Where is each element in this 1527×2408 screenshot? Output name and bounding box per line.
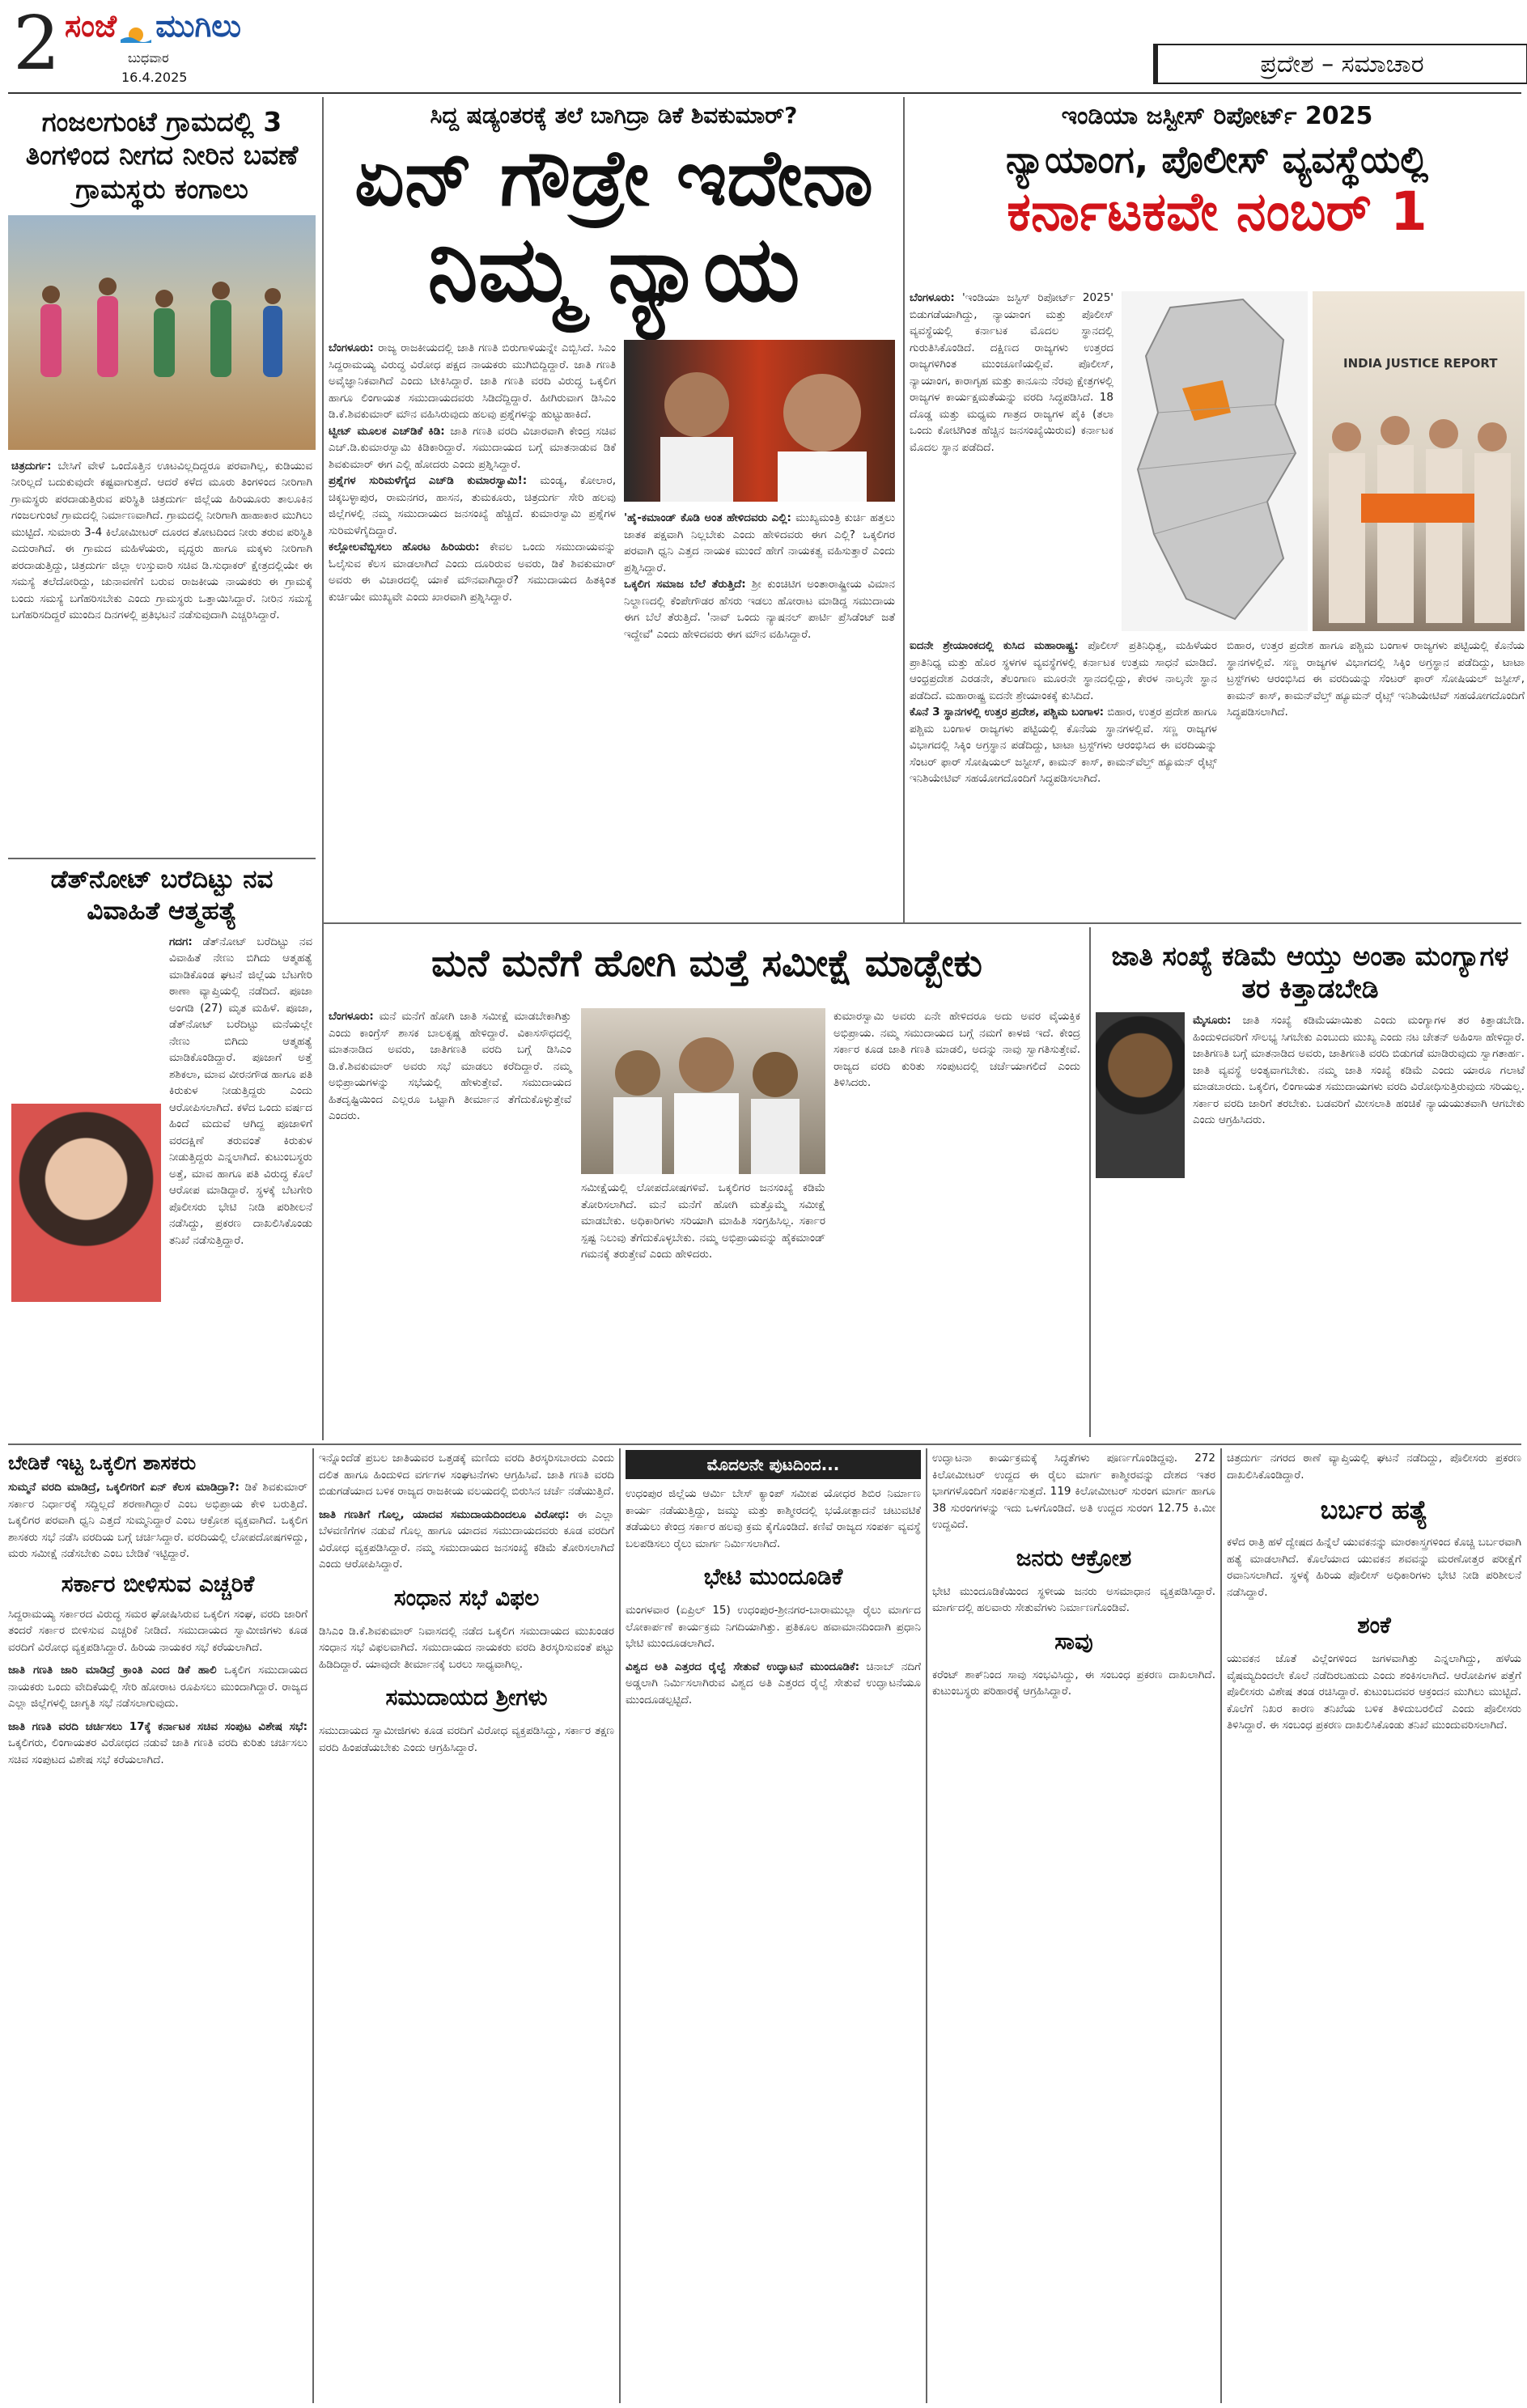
rulers-story [8,1450,308,2401]
dowry-dateline: ಗದಗ: [169,935,193,948]
report-launch-photo [1313,291,1525,631]
gowda-col1c: ಮಂಡ್ಯ, ಕೋಲಾರ, ಚಿಕ್ಕಬಳ್ಳಾಪುರ, ರಾಮನಗರ, ಹಾಸನ, ತುಮಕೂರು, ಚಿತ್ರದುರ್ಗ ಸೇರಿ ಹಲವು ಜಿಲ್ಲೆಗಳಲ್ಲಿ ನಮ್ಮ ಸಮುದಾಯದ ಜನಸಂಖ್ಯೆ ಹೆಚ್ಚಿದೆ. ಕುಮಾರಸ್ವಾಮಿ ಪ್ರಶ್ನೆಗಳ ಸುರಿಮಳೆಗೈದಿದ್ದಾರೆ. [329,474,616,537]
water-headline: ಗಂಜಲಗುಂಟೆ ಗ್ರಾಮದಲ್ಲಿ 3 ತಿಂಗಳಿಂದ ನೀಗದ ನೀರಿನ ಬವಣೆ ಗ್ರಾಮಸ್ಥರು ಕಂಗಾಲು [25,106,299,205]
kashmir-body2: ಭೇಟಿ ಮುಂದೂಡಿಕೆಯಿಂದ ಸ್ಥಳೀಯ ಜನರು ಅಸಮಾಧಾನ ವ್ಯಕ್ತಪಡಿಸಿದ್ದಾರೆ. ಮಾರ್ಗದಲ್ಲಿ ಹಲವಾರು ಸೇತುವೆಗಳು ನಿರ್ಮಾಣಗೊಂಡಿವೆ. [932,1584,1215,1615]
rulers-sub3: ಜಾತಿ ಗಣತಿ ವರದಿ ಚರ್ಚಿಸಲು 17ಕ್ಕೆ ಕರ್ನಾಟಕ ಸಚಿವ ಸಂಪುಟ ವಿಶೇಷ ಸಭೆ: [8,1719,308,1733]
lower-divider [8,1444,1521,1445]
water-photo [8,215,316,450]
gowda-sub2: ಪ್ರಶ್ನೆಗಳ ಸುರಿಮಳೆಗೈದ ಎಚ್‌ಡಿ ಕುಮಾರಸ್ವಾಮಿ!: [329,474,528,488]
rulers-lead: ಸುಮ್ಮನೆ ವರದಿ ಮಾಡಿದ್ರೆ, ಒಕ್ಕಲಿಗರಿಗೆ ಏನ್ ಕೆಲಸ ಮಾಡಿದ್ರಾ?: [8,1481,240,1494]
justice-dateline: ಬೆಂಗಳೂರು: [910,291,955,304]
rulers-body2: ಸಿದ್ದರಾಮಯ್ಯ ಸರ್ಕಾರದ ವಿರುದ್ಧ ಸಮರ ಘೋಷಿಸಿರುವ ಒಕ್ಕಲಿಗ ಸಂಘ, ವರದಿ ಜಾರಿಗೆ ತಂದರೆ ಸರ್ಕಾರ ಬೀಳಿಸುವ ಎಚ್ಚರಿಕೆ ನೀಡಿದೆ. ಸಮುದಾಯದ ಸ್ವಾಮೀಜಿಗಳು ಕೂಡ ವರದಿಗೆ ವಿರೋಧ ವ್ಯಕ್ತಪಡಿಸಿದ್ದಾರೆ. ಹಿರಿಯ ನಾಯಕರ ಸಭೆ ಕರೆಯಲಾಗಿದೆ. [8,1607,308,1654]
gowda-sub3: ಕಲ್ಲೋಲವೆಬ್ಬಿಸಲು ಹೊರಟ ಹಿರಿಯರು: [329,541,480,554]
front-body1: ಉಧಂಪುರ ಜಿಲ್ಲೆಯ ಆರ್ಮಿ ಬೇಸ್ ಕ್ಯಾಂಪ್ ಸಮೀಪ ಯೋಧರ ಶಿಬಿರ ನಿರ್ಮಾಣ ಕಾರ್ಯ ನಡೆಯುತ್ತಿದ್ದು, ಜಮ್ಮು ಮತ್ತು ಕಾಶ್ಮೀರದಲ್ಲಿ ಭಯೋತ್ಪಾದನೆ ಚಟುವಟಿಕೆ ತಡೆಯಲು ಕೇಂದ್ರ ಸರ್ಕಾರ ಹಲವು ಕ್ರಮ ಕೈಗೊಂಡಿದೆ. ಕಣಿವೆ ರಾಜ್ಯದ ಸಂಪರ್ಕ ವ್ಯವಸ್ಥೆ ಬಲಪಡಿಸಲು ರೈಲು ಮಾರ್ಗ ನಿರ್ಮಿಸಲಾಗಿದೆ. [626,1487,921,1550]
caste-body: ಜಾತಿ ಸಂಖ್ಯೆ ಕಡಿಮೆಯಾಯಿತು ಎಂದು ಮಂಗ್ಯಾಗಳ ತರ ಕಿತ್ತಾಡಬೇಡಿ. ಹಿಂದುಳಿದವರಿಗೆ ಸೌಲಭ್ಯ ಸಿಗಬೇಕು ಎಂಬುದು ಮುಖ್ಯ ಎಂದು ನಟ ಚೇತನ್ ಅಹಿಂಸಾ ಹೇಳಿದ್ದಾರೆ. ಜಾತಿಗಣತಿ ಬಗ್ಗೆ ಮಾತನಾಡಿದ ಅವರು, ಜಾತಿಗಣತಿ ವರದಿ ಬಿಡುಗಡೆ ಮಾಡಿರುವುದು ಸ್ವಾಗತಾರ್ಹ. ಜಾತಿ ವ್ಯವಸ್ಥೆ ಅಂತ್ಯವಾಗಬೇಕು. ನಮ್ಮ ಜಾತಿ ಸಂಖ್ಯೆ ಕಡಿಮೆ ಎಂದು ಯಾರೂ ಗಲಾಟೆ ಮಾಡಬಾರದು. ಒಕ್ಕಲಿಗ, ಲಿಂಗಾಯತ ಸಮುದಾಯಗಳು ವರದಿ ವಿರೋಧಿಸುತ್ತಿರುವುದು ಸರಿಯಲ್ಲ. ಸರ್ಕಾರ ವರದಿ ಜಾರಿಗೆ ತರಬೇಕು. ಬಡವರಿಗೆ ಮೀಸಲಾತಿ ಹಂಚಿಕೆ ನ್ಯಾಯಯುತವಾಗಿ ಆಗಬೇಕು ಎಂದು ಆಗ್ರಹಿಸಿದರು. [1193,1014,1525,1127]
meeting-body1: ಇನ್ನೊಂದೆಡೆ ಪ್ರಬಲ ಜಾತಿಯವರ ಒತ್ತಡಕ್ಕೆ ಮಣಿದು ವರದಿ ತಿರಸ್ಕರಿಸಬಾರದು ಎಂದು ದಲಿತ ಹಾಗೂ ಹಿಂದುಳಿದ ವರ್ಗಗಳ ಸಂಘಟನೆಗಳು ಆಗ್ರಹಿಸಿವೆ. ಜಾತಿ ಗಣತಿ ವರದಿ ಬಿಡುಗಡೆಯಾದ ಬಳಿಕ ರಾಜ್ಯದ ರಾಜಕೀಯ ವಲಯದಲ್ಲಿ ಬಿರುಸಿನ ಚರ್ಚೆ ನಡೆಯುತ್ತಿದೆ. [319,1452,614,1499]
rulers-body4: ಒಕ್ಕಲಿಗರು, ಲಿಂಗಾಯತರ ವಿರೋಧದ ನಡುವೆ ಜಾತಿ ಗಣತಿ ವರದಿ ಕುರಿತು ಚರ್ಚಿಸಲು ಸಚಿವ ಸಂಪುಟದ ವಿಶೇಷ ಸಭೆ ಕರೆಯಲಾಗಿದೆ. [8,1736,308,1766]
justice-body3a: ಬಿಹಾರ, ಉತ್ತರ ಪ್ರದೇಶ ಹಾಗೂ ಪಶ್ಚಿಮ ಬಂಗಾಳ ರಾಜ್ಯಗಳು ಪಟ್ಟಿಯಲ್ಲಿ ಕೊನೆಯ ಸ್ಥಾನಗಳಲ್ಲಿವೆ. ಸಣ್ಣ ರಾಜ್ಯಗಳ ವಿಭಾಗದಲ್ಲಿ ಸಿಕ್ಕಿಂ ಅಗ್ರಸ್ಥಾನ ಪಡೆದಿದ್ದು, ಟಾಟಾ ಟ್ರಸ್ಟ್‌ಗಳು ಆರಂಭಿಸಿದ ಈ ವರದಿಯನ್ನು ಸೆಂಟರ್ ಫಾರ್ ಸೋಷಿಯಲ್ ಜಸ್ಟೀಸ್, ಕಾಮನ್ ಕಾಸ್, ಕಾಮನ್‌ವೆಲ್ತ್ ಹ್ಯೂಮನ್ ರೈಟ್ಸ್ ಇನಿಶಿಯೇಟಿವ್ ಸಹಯೋಗದೊಂದಿಗೆ ಸಿದ್ಧಪಡಿಸಲಾಗಿದೆ. [910,706,1217,786]
murder-body0: ಚಿತ್ರದುರ್ಗ ನಗರದ ಠಾಣೆ ವ್ಯಾಪ್ತಿಯಲ್ಲಿ ಘಟನೆ ನಡೆದಿದ್ದು, ಪೊಲೀಸರು ಪ್ರಕರಣ ದಾಖಲಿಸಿಕೊಂಡಿದ್ದಾರೆ. [1227,1452,1521,1482]
paper-logo [65,8,356,49]
justice-extra [1227,638,1525,721]
justice-headline-line1: ನ್ಯಾಯಾಂಗ, ಪೊಲೀಸ್ ವ್ಯವಸ್ಥೆಯಲ್ಲಿ [1005,138,1429,181]
dowry-story [8,864,316,1431]
report-banner-text: INDIA JUSTICE REPORT [1343,356,1498,371]
gowda-kicker: ಸಿದ್ದ ಷಡ್ಯಂತರಕ್ಕೆ ತಲೆ ಬಾಗಿದ್ರಾ ಡಿಕೆ ಶಿವಕುಮಾರ್? [430,102,798,129]
kashmir-body1: ಉದ್ಘಾಟನಾ ಕಾರ್ಯಕ್ರಮಕ್ಕೆ ಸಿದ್ಧತೆಗಳು ಪೂರ್ಣಗೊಂಡಿದ್ದವು. 272 ಕಿಲೋಮೀಟರ್ ಉದ್ದದ ಈ ರೈಲು ಮಾರ್ಗ ಕಾಶ್ಮೀರವನ್ನು ದೇಶದ ಇತರ ಭಾಗಗಳೊಂದಿಗೆ ಸಂಪರ್ಕಿಸುತ್ತದೆ. 119 ಕಿಲೋಮೀಟರ್ ಸುರಂಗ ಮಾರ್ಗ ಹಾಗೂ 38 ಸುರಂಗಗಳನ್ನು ಇದು ಒಳಗೊಂಡಿದೆ. ಅತಿ ಉದ್ದದ ಸುರಂಗ 12.75 ಕಿ.ಮೀ ಉದ್ದವಿದೆ. [932,1452,1215,1532]
gowda-col2: ಕೇವಲ ಒಂದು ಸಮುದಾಯವನ್ನು ಓಲೈಸುವ ಕೆಲಸ ಮಾಡಲಾಗಿದೆ ಎಂದು ದೂರಿರುವ ಅವರು, ಡಿಕೆ ಶಿವಕುಮಾರ್ ಅವರು ಈ ವಿಚಾರದಲ್ಲಿ ಯಾಕೆ ಮೌನವಾಗಿದ್ದಾರೆ? ಸಮುದಾಯದ ಹಿತಕ್ಕಿಂತ ಕುರ್ಚಿಯೇ ಮುಖ್ಯವೇ ಎಂದು ಖಾರವಾಗಿ ಪ್ರಶ್ನಿಸಿದ್ದಾರೆ. [329,541,617,604]
caste-headline: ಜಾತಿ ಸಂಖ್ಯೆ ಕಡಿಮೆ ಆಯ್ತು ಅಂತಾ ಮಂಗ್ಯಾಗಳ ತರ ಕಿತ್ತಾಡಬೇಡಿ [1111,940,1509,1004]
justice-story [910,97,1525,918]
section-banner [1153,44,1527,84]
col-divider-3 [1089,927,1091,1437]
meeting-body4: ಸಮುದಾಯದ ಸ್ವಾಮೀಜಿಗಳು ಕೂಡ ವರದಿಗೆ ವಿರೋಧ ವ್ಯಕ್ತಪಡಿಸಿದ್ದು, ಸರ್ಕಾರ ತಕ್ಷಣ ವರದಿ ಹಿಂಪಡೆಯಬೇಕು ಎಂದು ಆಗ್ರಹಿಸಿದ್ದಾರೆ. [319,1724,614,1754]
front-story [626,1450,921,2401]
water-body: ಬೇಸಿಗೆ ವೇಳೆ ಒಂದೊತ್ತಿನ ಊಟವಿಲ್ಲದಿದ್ದರೂ ಪರವಾಗಿಲ್ಲ, ಕುಡಿಯುವ ನೀರಿಲ್ಲದೆ ಬದುಕುವುದೇ ಕಷ್ಟವಾಗುತ್ತದೆ. ಆದರೆ ಕಳೆದ ಮೂರು ತಿಂಗಳಿಂದ ನೀರಿಗಾಗಿ ಗ್ರಾಮಸ್ಥರು ಪರದಾಡುತ್ತಿರುವ ಪರಿಸ್ಥಿತಿ ಚಿತ್ರದುರ್ಗ ಜಿಲ್ಲೆಯ ಹಿರಿಯೂರು ತಾಲೂಕಿನ ಗಂಜಲಗುಂಟೆ ಗ್ರಾಮದಲ್ಲಿ ನಿರ್ಮಾಣವಾಗಿದೆ. ಗ್ರಾಮದಲ್ಲಿ ನೀರಿಗಾಗಿ ಹಾಹಾಕಾರ ಮುಗಿಲು ಮುಟ್ಟಿದೆ. ಸುಮಾರು 3-4 ಕಿಲೋಮೀಟರ್ ದೂರದ ತೋಟದಿಂದ ನೀರು ತರುವ ಪರಿಸ್ಥಿತಿ ಎದುರಾಗಿದೆ. ಈ ಗ್ರಾಮದ ಮಹಿಳೆಯರು, ವೃದ್ಧರು ಹಾಗೂ ಮಕ್ಕಳು ನೀರಿಗಾಗಿ ಪರದಾಡುತ್ತಿದ್ದು, ಚಿತ್ರದುರ್ಗ ಜಿಲ್ಲಾ ಉಸ್ತುವಾರಿ ಸಚಿವ ಡಿ.ಸುಧಾಕರ್ ಕ್ಷೇತ್ರದಲ್ಲಿಯೇ ಈ ಸಮಸ್ಯೆ ತಲೆದೋರಿದ್ದು, ಚುನಾವಣೆಗೆ ಬರುವ ರಾಜಕೀಯ ನಾಯಕರು ಈ ಗ್ರಾಮಕ್ಕೆ ಬಂದು ಸಮಸ್ಯೆ ಬಗೆಹರಿಸಬೇಕು ಎಂದು ಗ್ರಾಮಸ್ಥರು ಒತ್ತಾಯಿಸಿದ್ದಾರೆ. ನೀರಿನ ಸಮಸ್ಯೆ ಬಗೆಹರಿಸದಿದ್ದರೆ ಮುಂದಿನ ದಿನಗಳಲ್ಲಿ ಪ್ರತಿಭಟನೆ ನಡೆಸುವುದಾಗಿ ಎಚ್ಚರಿಸಿದ್ದಾರೆ. [11,459,312,622]
meeting-sub3: ಸಮುದಾಯದ ಶ್ರೀಗಳು [385,1684,548,1711]
issue-day: ಬುಧವಾರ [128,50,169,66]
leaders-photo [624,340,895,502]
kashmir-sub1: ಜನರು ಆಕ್ರೋಶ [1016,1544,1132,1571]
justice-body2: ಪೊಲೀಸ್ ಪ್ರತಿನಿಧಿತ್ವ, ಮಹಿಳೆಯರ ಪ್ರಾತಿನಿಧ್ಯ ಮತ್ತು ಹೊರ ಸ್ಥಳಗಳ ವ್ಯವಸ್ಥೆಗಳಲ್ಲಿ ಕರ್ನಾಟಕ ಉತ್ತಮ ಸಾಧನೆ ಮಾಡಿದೆ. ಆಂಧ್ರಪ್ರದೇಶ ಎರಡನೇ, ತೆಲಂಗಾಣ ಮೂರನೇ ಸ್ಥಾನದಲ್ಲಿದ್ದು, ಕೇರಳ ನಾಲ್ಕನೇ ಸ್ಥಾನ ಪಡೆದಿದೆ. ಮಹಾರಾಷ್ಟ್ರ ಐದನೇ ಶ್ರೇಯಾಂಕಕ್ಕೆ ಕುಸಿದಿದೆ. [910,639,1217,702]
survey-col2: ಸಮೀಕ್ಷೆಯಲ್ಲಿ ಲೋಪದೋಷಗಳಿವೆ. ಒಕ್ಕಲಿಗರ ಜನಸಂಖ್ಯೆ ಕಡಿಮೆ ತೋರಿಸಲಾಗಿದೆ. ಮನೆ ಮನೆಗೆ ಹೋಗಿ ಮತ್ತೊಮ್ಮೆ ಸಮೀಕ್ಷೆ ಮಾಡಬೇಕು. ಅಧಿಕಾರಿಗಳು ಸರಿಯಾಗಿ ಮಾಹಿತಿ ಸಂಗ್ರಹಿಸಿಲ್ಲ. ಸರ್ಕಾರ ಸ್ಪಷ್ಟ ನಿಲುವು ತೆಗೆದುಕೊಳ್ಳಬೇಕು. ನಮ್ಮ ಅಭಿಪ್ರಾಯವನ್ನು ಹೈಕಮಾಂಡ್ ಗಮನಕ್ಕೆ ತರುತ್ತೇವೆ ಎಂದು ಹೇಳಿದರು. [581,1181,825,1261]
dowry-headline: ಡೆತ್‌ನೋಟ್ ಬರೆದಿಟ್ಟು ನವ ವಿವಾಹಿತೆ ಆತ್ಮಹತ್ಯೆ [50,865,274,926]
murder-story [1227,1450,1521,2401]
meeting-body2: ಈ ಎಲ್ಲಾ ಬೆಳವಣಿಗೆಗಳ ನಡುವೆ ಗೊಲ್ಲ ಹಾಗೂ ಯಾದವ ಸಮುದಾಯದವರು ಕೂಡ ವರದಿಗೆ ವಿರೋಧ ವ್ಯಕ್ತಪಡಿಸಿದ್ದಾರೆ. ನಮ್ಮ ಸಮುದಾಯದ ಜನಸಂಖ್ಯೆ ಕಡಿಮೆ ತೋರಿಸಲಾಗಿದೆ ಎಂದು ಆರೋಪಿಸಿದ್ದಾರೆ. [319,1507,614,1571]
victim-photo [11,1104,161,1302]
justice-body1: 'ಇಂಡಿಯಾ ಜಸ್ಟಿಸ್ ರಿಪೋರ್ಟ್ 2025' ಬಿಡುಗಡೆಯಾಗಿದ್ದು, ನ್ಯಾಯಾಂಗ ಮತ್ತು ಪೊಲೀಸ್ ವ್ಯವಸ್ಥೆಯಲ್ಲಿ ಕರ್ನಾಟಕ ಮೊದಲ ಸ್ಥಾನದಲ್ಲಿ ಗುರುತಿಸಿಕೊಂಡಿದೆ. ದಕ್ಷಿಣದ ರಾಜ್ಯಗಳು ಉತ್ತರದ ರಾಜ್ಯಗಳಿಗಿಂತ ಮುಂಚೂಣಿಯಲ್ಲಿವೆ. ಪೊಲೀಸ್, ನ್ಯಾಯಾಂಗ, ಕಾರಾಗೃಹ ಮತ್ತು ಕಾನೂನು ನೆರವು ಕ್ಷೇತ್ರಗಳಲ್ಲಿ ರಾಜ್ಯಗಳ ಕಾರ್ಯಕ್ಷಮತೆಯನ್ನು ವರದಿ ಸಿದ್ಧಪಡಿಸಿದೆ. 18 ದೊಡ್ಡ ಮತ್ತು ಮಧ್ಯಮ ಗಾತ್ರದ ರಾಜ್ಯಗಳ ಪೈಕಿ (ತಲಾ ಒಂದು ಕೋಟಿಗಿಂತ ಹೆಚ್ಚಿನ ಜನಸಂಖ್ಯೆಯಿರುವ) ಕರ್ನಾಟಕ ಮೊದಲ ಸ್ಥಾನ ಪಡೆದಿದೆ. [910,291,1113,454]
gowda-headline-line2: ನಿಮ್ಮ ನ್ಯಾಯ [427,216,800,322]
rulers-sub1: ಸರ್ಕಾರ ಬೀಳಿಸುವ ಎಚ್ಚರಿಕೆ [61,1570,255,1597]
gowda-sub5: ಒಕ್ಕಲಿಗ ಸಮಾಜ ಬೆಲೆ ತೆರುತ್ತಿದೆ: [624,578,746,591]
col-divider-4 [312,1448,314,2403]
page-number: 2 [13,0,61,87]
gowda-sub4: 'ಹೈ-ಕಮಾಂಡ್ ಕೊಡಿ ಅಂತ ಹೇಳಿದವರು ಎಲ್ಲಿ: [624,511,791,524]
survey-col3: ಕುಮಾರಸ್ವಾಮಿ ಅವರು ಏನೇ ಹೇಳಿದರೂ ಅದು ಅವರ ವೈಯಕ್ತಿಕ ಅಭಿಪ್ರಾಯ. ನಮ್ಮ ಸಮುದಾಯದ ಬಗ್ಗೆ ನಮಗೆ ಕಾಳಜಿ ಇದೆ. ಕೇಂದ್ರ ಸರ್ಕಾರ ಕೂಡ ಜಾತಿ ಗಣತಿ ಮಾಡಲಿ, ಅದನ್ನು ನಾವು ಸ್ವಾಗತಿಸುತ್ತೇವೆ. ರಾಜ್ಯದ ವರದಿ ಕುರಿತು ಸಂಪುಟದಲ್ಲಿ ಚರ್ಚೆಯಾಗಲಿದೆ ಎಂದು ತಿಳಿಸಿದರು. [833,1010,1080,1090]
survey-dateline: ಬೆಂಗಳೂರು: [329,1010,374,1023]
gowda-col2c: ಶ್ರೀ ಕುಂಚಿಟಿಗ ಅಂತಾರಾಷ್ಟ್ರೀಯ ವಿಮಾನ ನಿಲ್ದಾಣದಲ್ಲಿ ಕೆಂಪೇಗೌಡರ ಹೆಸರು ಇಡಲು ಹೋರಾಟ ಮಾಡಿದ್ದ ಸಮುದಾಯ ಈಗ ಬೆಲೆ ತೆರುತ್ತಿದೆ. 'ನಾವ್ ಒಂದು ನ್ಯಾಷನಲ್ ಪಾರ್ಟಿ ಪ್ರೆಸಿಡೆಂಟ್ ಜತೆ ಇದ್ದೇವೆ' ಎಂದು ಹೇಳಿದವರು ಈಗ ಮೌನ ವಹಿಸಿದ್ದಾರೆ. [624,578,896,641]
col-divider-7 [1220,1448,1222,2403]
masthead [0,0,1527,94]
justice-sub2: ಕೊನೆ 3 ಸ್ಥಾನಗಳಲ್ಲಿ ಉತ್ತರ ಪ್ರದೇಶ, ಪಶ್ಚಿಮ ಬಂಗಾಳ: [910,706,1105,719]
kashmir-sub2: ಸಾವು [1054,1627,1093,1655]
gowda-col1: ರಾಜ್ಯ ರಾಜಕೀಯದಲ್ಲಿ ಜಾತಿ ಗಣತಿ ಬಿರುಗಾಳಿಯನ್ನೇ ಎಬ್ಬಿಸಿದೆ. ಸಿಎಂ ಸಿದ್ದರಾಮಯ್ಯ ವಿರುದ್ಧ ವಿರೋಧ ಪಕ್ಷದ ನಾಯಕರು ಮುಗಿಬಿದ್ದಿದ್ದಾರೆ. ಜಾತಿ ಗಣತಿ ಅವೈಜ್ಞಾನಿಕವಾಗಿದೆ ಎಂದು ಟೀಕಿಸಿದ್ದಾರೆ. ಜಾತಿ ಗಣತಿ ವರದಿ ವಿರುದ್ಧ ಒಕ್ಕಲಿಗ ಹಾಗೂ ಲಿಂಗಾಯತ ಸಮುದಾಯದವರು ಸಿಡಿದೆದ್ದಿದ್ದಾರೆ. ಹೀಗಿರುವಾಗ ಡಿಸಿಎಂ ಡಿ.ಕೆ.ಶಿವಕುಮಾರ್ ಮೌನ ವಹಿಸಿರುವುದು ಹಲವು ಪ್ರಶ್ನೆಗಳನ್ನು ಹುಟ್ಟುಹಾಕಿದೆ. [329,341,616,422]
karnataka-map [1122,291,1308,631]
gowda-sub1: ಟ್ವೀಟ್ ಮೂಲಕ ಎಚ್‌ಡಿಕೆ ಕಿಡಿ: [329,424,445,438]
meeting-story [319,1450,614,2401]
rulers-headline: ಬೇಡಿಕೆ ಇಟ್ಟ ಒಕ್ಕಲಿಗ ಶಾಸಕರು [8,1452,197,1474]
meeting-body3: ಡಿಸಿಎಂ ಡಿ.ಕೆ.ಶಿವಕುಮಾರ್ ನಿವಾಸದಲ್ಲಿ ನಡೆದ ಒಕ್ಕಲಿಗ ಸಮುದಾಯದ ಮುಖಂಡರ ಸಂಧಾನ ಸಭೆ ವಿಫಲವಾಗಿದೆ. ಸಮುದಾಯದ ನಾಯಕರು ವರದಿ ತಿರಸ್ಕರಿಸುವಂತೆ ಪಟ್ಟು ಹಿಡಿದಿದ್ದಾರೆ. ಯಾವುದೇ ತೀರ್ಮಾನಕ್ಕೆ ಬರಲು ಸಾಧ್ಯವಾಗಿಲ್ಲ. [319,1624,614,1671]
water-story [8,102,316,854]
front-tag: ಮೊದಲನೇ ಪುಟದಿಂದ... [626,1450,921,1479]
issue-date: 16.4.2025 [121,70,188,85]
meeting-sub1: ಜಾತಿ ಗಣತಿಗೆ ಗೊಲ್ಲ, ಯಾದವ ಸಮುದಾಯದಿಂದಲೂ ವಿರೋಧ: [319,1507,570,1521]
rulers-sub2: ಜಾತಿ ಗಣತಿ ಜಾರಿ ಮಾಡಿದ್ರೆ ಕ್ರಾಂತಿ ಎಂದ ಡಿಕೆ ಹಾಲಿ [8,1664,217,1677]
justice-kicker: ಇಂಡಿಯಾ ಜಸ್ಟೀಸ್ ರಿಪೋರ್ಟ್ 2025 [1061,102,1373,130]
water-dateline: ಚಿತ್ರದುರ್ಗ: [11,459,52,473]
caste-dateline: ಮೈಸೂರು: [1193,1014,1232,1028]
chetan-photo [1096,1012,1185,1178]
front-sub2: ವಿಶ್ವದ ಅತಿ ಎತ್ತರದ ರೈಲ್ವೆ ಸೇತುವೆ ಉದ್ಘಾಟನೆ ಮುಂದೂಡಿಕೆ: [626,1660,860,1673]
murder-headline: ಬರ್ಬರ ಹತ್ಯೆ [1320,1494,1428,1526]
gowda-col1b: ಜಾತಿ ಗಣತಿ ವರದಿ ವಿಚಾರವಾಗಿ ಕೇಂದ್ರ ಸಚಿವ ಎಚ್.ಡಿ.ಕುಮಾರಸ್ವಾಮಿ ಕಿಡಿಕಾರಿದ್ದಾರೆ. ಸಮುದಾಯದ ಬಗ್ಗೆ ಮಾತನಾಡುವ ಡಿಕೆ ಶಿವಕುಮಾರ್ ಈಗ ಎಲ್ಲಿ ಹೋದರು ಎಂದು ಪ್ರಶ್ನಿಸಿದ್ದಾರೆ. [329,424,616,471]
left-divider [8,858,316,859]
kashmir-story [932,1450,1215,2401]
gowda-dateline: ಬೆಂಗಳೂರು: [329,341,374,354]
survey-col1: ಮನೆ ಮನೆಗೆ ಹೋಗಿ ಜಾತಿ ಸಮೀಕ್ಷೆ ಮಾಡಬೇಕಾಗಿತ್ತು ಎಂದು ಕಾಂಗ್ರೆಸ್ ಶಾಸಕ ಬಾಲಕೃಷ್ಣ ಹೇಳಿದ್ದಾರೆ. ವಿಕಾಸಸೌಧದಲ್ಲಿ ಮಾತನಾಡಿದ ಅವರು, ಜಾತಿಗಣತಿ ವರದಿ ಬಗ್ಗೆ ಡಿಸಿಎಂ ಡಿ.ಕೆ.ಶಿವಕುಮಾರ್ ಅವರು ಸಭೆ ಮಾಡಲು ಕರೆದಿದ್ದಾರೆ. ನಮ್ಮ ಅಭಿಪ್ರಾಯಗಳನ್ನು ಸಭೆಯಲ್ಲಿ ಹೇಳುತ್ತೇವೆ. ಸಮುದಾಯದ ಹಿತದೃಷ್ಟಿಯಿಂದ ಎಲ್ಲರೂ ಒಟ್ಟಾಗಿ ತೀರ್ಮಾನ ತೆಗೆದುಕೊಳ್ಳುತ್ತೇವೆ ಎಂದರು. [329,1010,572,1123]
section-title: ಪ್ರದೇಶ – ಸಮಾಚಾರ [1260,49,1424,78]
col-divider-5 [619,1448,621,2403]
dowry-body: ಡೆತ್‌ನೋಟ್ ಬರೆದಿಟ್ಟು ನವ ವಿವಾಹಿತೆ ನೇಣು ಬಿಗಿದು ಆತ್ಮಹತ್ಯೆ ಮಾಡಿಕೊಂಡ ಘಟನೆ ಜಿಲ್ಲೆಯ ಬೆಟಗೇರಿ ಠಾಣಾ ವ್ಯಾಪ್ತಿಯಲ್ಲಿ ನಡೆದಿದೆ. ಪೂಜಾ ಅಂಗಡಿ (27) ಮೃತ ಮಹಿಳೆ. ಪೂಜಾ, ಡೆತ್‌ನೋಟ್ ಬರೆದಿಟ್ಟು ಮನೆಯಲ್ಲೇ ನೇಣು ಬಿಗಿದು ಆತ್ಮಹತ್ಯೆ ಮಾಡಿಕೊಂಡಿದ್ದಾರೆ. ಪೂಜಾಗೆ ಅತ್ತೆ ಶಶಿಕಲಾ, ಮಾವ ವೀರನಗೌಡ ಹಾಗೂ ಪತಿ ಕಿರುಕುಳ ನೀಡುತ್ತಿದ್ದರು ಎಂದು ಆರೋಪಿಸಲಾಗಿದೆ. ಕಳೆದ ಒಂದು ವರ್ಷದ ಹಿಂದೆ ಮದುವೆ ಆಗಿದ್ದ ಪೂಜಾಳಿಗೆ ವರದಕ್ಷಿಣೆ ತರುವಂತೆ ಕಿರುಕುಳ ನೀಡುತ್ತಿದ್ದರು ಎನ್ನಲಾಗಿದೆ. ಕುಟುಂಬಸ್ಥರು ಅತ್ತೆ, ಮಾವ ಹಾಗೂ ಪತಿ ವಿರುದ್ಧ ಕೊಲೆ ಆರೋಪ ಮಾಡಿದ್ದಾರೆ. ಸ್ಥಳಕ್ಕೆ ಬೆಟಗೇರಿ ಪೊಲೀಸರು ಭೇಟಿ ನೀಡಿ ಪರಿಶೀಲನೆ ನಡೆಸಿದ್ದು, ಪ್ರಕರಣ ದಾಖಲಿಸಿಕೊಂಡು ತನಿಖೆ ನಡೆಸುತ್ತಿದ್ದಾರೆ. [169,935,313,1247]
murder-body2: ಯುವಕನ ಜೊತೆ ವಿಲ್ಲೆಂಗಳಿಂದ ಜಗಳವಾಗಿತ್ತು ಎನ್ನಲಾಗಿದ್ದು, ಹಳೆಯ ವೈಷಮ್ಯದಿಂದಲೇ ಕೊಲೆ ನಡೆದಿರಬಹುದು ಎಂದು ಶಂಕಿಸಲಾಗಿದೆ. ಆರೋಪಿಗಳ ಪತ್ತೆಗೆ ಪೊಲೀಸರು ವಿಶೇಷ ತಂಡ ರಚಿಸಿದ್ದಾರೆ. ಕುಟುಂಬದವರ ಆಕ್ರಂದನ ಮುಗಿಲು ಮುಟ್ಟಿದೆ. ಕೊಲೆಗೆ ನಿಖರ ಕಾರಣ ತನಿಖೆಯ ಬಳಿಕ ತಿಳಿದುಬರಲಿದೆ ಎಂದು ಪೊಲೀಸರು ತಿಳಿಸಿದ್ದಾರೆ. ಈ ಸಂಬಂಧ ಪ್ರಕರಣ ದಾಖಲಿಸಿಕೊಂಡು ತನಿಖೆ ಮುಂದುವರಿಸಲಾಗಿದೆ. [1227,1652,1521,1732]
rulers-body: ಡಿಕೆ ಶಿವಕುಮಾರ್ ಸರ್ಕಾರ ನಿರ್ಧಾರಕ್ಕೆ ಸದ್ದಿಲ್ಲದೆ ಶರಣಾಗಿದ್ದಾರೆ ಎಂಬ ಅಭಿಪ್ರಾಯ ಕೇಳಿ ಬರುತ್ತಿದೆ. ಒಕ್ಕಲಿಗರ ಪರವಾಗಿ ಧ್ವನಿ ಎತ್ತದೆ ಸುಮ್ಮನಿದ್ದಾರೆ ಎಂಬ ಆಕ್ರೋಶ ವ್ಯಕ್ತವಾಗಿದೆ. ಒಕ್ಕಲಿಗ ಶಾಸಕರು ಸಭೆ ನಡೆಸಿ ವರದಿಯ ಬಗ್ಗೆ ಚರ್ಚಿಸಿದ್ದಾರೆ. ವರದಿಯಲ್ಲಿ ಲೋಪದೋಷಗಳಿದ್ದು, ಮರು ಸಮೀಕ್ಷೆ ನಡೆಸಬೇಕು ಎಂಬ ಬೇಡಿಕೆ ಇಟ್ಟಿದ್ದಾರೆ. [8,1481,308,1561]
caste-story [1096,931,1525,1436]
justice-headline-line2: ಕರ್ನಾಟಕವೇ ನಂಬರ್ 1 [1007,180,1427,244]
masthead-rule [8,92,1521,94]
mid-divider [324,922,1521,924]
murder-body1: ಕಳೆದ ರಾತ್ರಿ ಹಳೆ ದ್ವೇಷದ ಹಿನ್ನೆಲೆ ಯುವಕನನ್ನು ಮಾರಕಾಸ್ತ್ರಗಳಿಂದ ಕೊಚ್ಚಿ ಬರ್ಬರವಾಗಿ ಹತ್ಯೆ ಮಾಡಲಾಗಿದೆ. ಕೊಲೆಯಾದ ಯುವಕನ ಶವವನ್ನು ಮರಣೋತ್ತರ ಪರೀಕ್ಷೆಗೆ ರವಾನಿಸಲಾಗಿದೆ. ಸ್ಥಳಕ್ಕೆ ಹಿರಿಯ ಪೊಲೀಸ್ ಅಧಿಕಾರಿಗಳು ಭೇಟಿ ನೀಡಿ ಪರಿಶೀಲನೆ ನಡೆಸಿದ್ದಾರೆ. [1227,1536,1521,1599]
paper-name-part2: ಮುಗಿಲು [155,8,241,44]
survey-headline: ಮನೆ ಮನೆಗೆ ಹೋಗಿ ಮತ್ತೆ ಸಮೀಕ್ಷೆ ಮಾಡ್ಬೇಕು [431,941,982,985]
justice-sub1: ಐದನೇ ಶ್ರೇಯಾಂಕದಲ್ಲಿ ಕುಸಿದ ಮಹಾರಾಷ್ಟ್ರ: [910,639,1079,652]
front-body3: ಚಿನಾಬ್ ನದಿಗೆ ಅಡ್ಡಲಾಗಿ ನಿರ್ಮಿಸಲಾಗಿರುವ ವಿಶ್ವದ ಅತಿ ಎತ್ತರದ ರೈಲ್ವೆ ಸೇತುವೆ ಉದ್ಘಾಟನೆಯೂ ಮುಂದೂಡಲ್ಪಟ್ಟಿದೆ. [626,1660,921,1706]
murder-sub1: ಶಂಕೆ [1357,1612,1391,1639]
sun-logo-icon [121,23,151,43]
col-divider-1 [322,97,324,1440]
survey-story [329,931,1085,1436]
justice-body3b: ಬಿಹಾರ, ಉತ್ತರ ಪ್ರದೇಶ ಹಾಗೂ ಪಶ್ಚಿಮ ಬಂಗಾಳ ರಾಜ್ಯಗಳು ಪಟ್ಟಿಯಲ್ಲಿ ಕೊನೆಯ ಸ್ಥಾನಗಳಲ್ಲಿವೆ. ಸಣ್ಣ ರಾಜ್ಯಗಳ ವಿಭಾಗದಲ್ಲಿ ಸಿಕ್ಕಿಂ ಅಗ್ರಸ್ಥಾನ ಪಡೆದಿದ್ದು, ಟಾಟಾ ಟ್ರಸ್ಟ್‌ಗಳು ಆರಂಭಿಸಿದ ಈ ವರದಿಯನ್ನು ಸೆಂಟರ್ ಫಾರ್ ಸೋಷಿಯಲ್ ಜಸ್ಟೀಸ್, ಕಾಮನ್ ಕಾಸ್, ಕಾಮನ್‌ವೆಲ್ತ್ ಹ್ಯೂಮನ್ ರೈಟ್ಸ್ ಇನಿಶಿಯೇಟಿವ್ ಸಹಯೋಗದೊಂದಿಗೆ ಸಿದ್ಧಪಡಿಸಲಾಗಿದೆ. [1227,639,1525,719]
paper-name-part1: ಸಂಜೆ [65,8,117,44]
kashmir-body3: ಕರೆಂಟ್ ಶಾಕ್‌ನಿಂದ ಸಾವು ಸಂಭವಿಸಿದ್ದು, ಈ ಸಂಬಂಧ ಪ್ರಕರಣ ದಾಖಲಾಗಿದೆ. ಕುಟುಂಬಸ್ಥರು ಪರಿಹಾರಕ್ಕೆ ಆಗ್ರಹಿಸಿದ್ದಾರೆ. [932,1668,1215,1698]
col-divider-6 [926,1448,927,2403]
front-sub1: ಭೇಟಿ ಮುಂದೂಡಿಕೆ [703,1563,843,1591]
gowda-headline-line1: ಏನ್ ಗೌಡ್ರೇ ಇದೇನಾ [354,133,873,223]
front-body2: ಮಂಗಳವಾರ (ಏಪ್ರಿಲ್ 15) ಉಧಂಪುರ-ಶ್ರೀನಗರ-ಬಾರಾಮುಲ್ಲಾ ರೈಲು ಮಾರ್ಗದ ಲೋಕಾರ್ಪಣೆ ಕಾರ್ಯಕ್ರಮ ನಿಗದಿಯಾಗಿತ್ತು. ಪ್ರತಿಕೂಲ ಹವಾಮಾನದಿಂದಾಗಿ ಪ್ರಧಾನಿ ಭೇಟಿ ಮುಂದೂಡಲಾಗಿದೆ. [626,1604,921,1651]
gowda-col2b: ಮುಖ್ಯಮಂತ್ರಿ ಕುರ್ಚಿ ಹತ್ತಲು ಜಾತಕ ಪಕ್ಷವಾಗಿ ನಿಲ್ಲಬೇಕು ಎಂದು ಹೇಳಿದವರು ಈಗ ಎಲ್ಲಿ? ಒಕ್ಕಲಿಗರ ಪರವಾಗಿ ಧ್ವನಿ ಎತ್ತದ ನಾಯಕ ಮುಂದೆ ಹೇಗೆ ನಾಯಕತ್ವ ವಹಿಸುತ್ತಾರೆ ಎಂದು ಪ್ರಶ್ನಿಸಿದ್ದಾರೆ. [624,511,895,574]
rulers-body3: ಒಕ್ಕಲಿಗ ಸಮುದಾಯದ ನಾಯಕರು ಒಂದು ವೇದಿಕೆಯಲ್ಲಿ ಸೇರಿ ಹೋರಾಟ ರೂಪಿಸಲು ಮುಂದಾಗಿದ್ದಾರೆ. ರಾಜ್ಯದ ಎಲ್ಲಾ ಜಿಲ್ಲೆಗಳಲ್ಲಿ ಜಾಗೃತಿ ಸಭೆ ನಡೆಸಲಾಗುವುದು. [8,1664,308,1711]
gowda-story [329,97,899,918]
col-divider-2 [903,97,905,922]
meeting-sub2: ಸಂಧಾನ ಸಭೆ ವಿಫಲ [393,1583,540,1611]
mla-photo [581,1008,825,1174]
